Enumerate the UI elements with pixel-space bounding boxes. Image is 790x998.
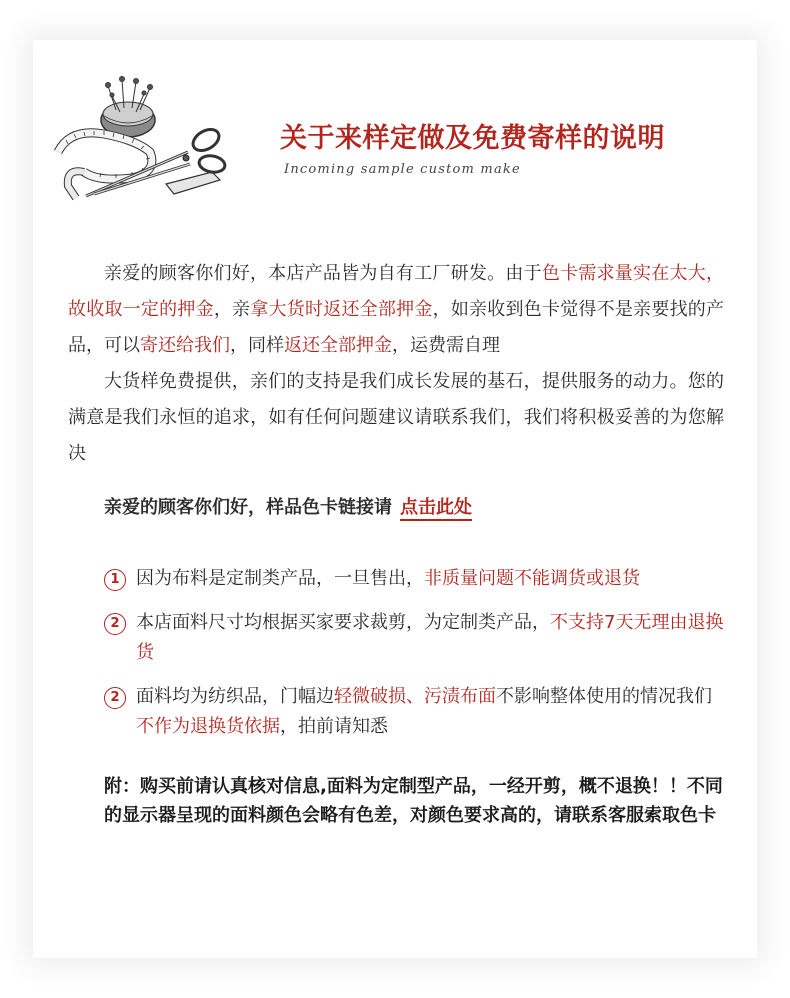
text-span: ，拍前请知悉 xyxy=(280,716,388,737)
rule-item-2 xyxy=(104,608,724,668)
text-span: 因为布料是定制类产品，一旦售出， xyxy=(136,568,424,589)
intro-paragraph-2 xyxy=(68,364,724,472)
highlight-span: 色卡需求量实在太大，故收取一定的押金 xyxy=(68,263,725,320)
highlight-span: 返还全部押金 xyxy=(284,335,392,356)
notice-text: 附：购买前请认真核对信息,面料为定制型产品，一经开剪，概不退换！！不同的显示器呈现的面料颜色会略有色差，对颜色要求高的，请联系客服索取色卡 xyxy=(104,776,723,826)
highlight-span: 轻微破损、污渍布面 xyxy=(334,686,496,707)
sewing-tools-icon xyxy=(46,68,246,208)
page-subtitle: Incoming sample custom make xyxy=(284,162,521,177)
rule-item-1 xyxy=(104,564,724,594)
click-here-link[interactable]: 点击此处 xyxy=(400,497,472,521)
text-span: 亲爱的顾客你们好，本店产品皆为自有工厂研发。由于 xyxy=(104,263,542,284)
sample-link-row xyxy=(104,490,724,526)
highlight-span: 非质量问题不能调货或退货 xyxy=(424,568,640,589)
text-span: ，如亲收到色卡觉得不是亲要找的产品，可以 xyxy=(68,299,725,356)
rule-number-badge: 1 xyxy=(104,569,126,591)
text-span: 不影响整体使用的情况我们 xyxy=(496,686,712,707)
intro-paragraph-1 xyxy=(68,256,724,364)
rule-number-badge: 2 xyxy=(104,613,126,635)
rules-list xyxy=(104,564,724,756)
highlight-span: 不作为退换货依据 xyxy=(136,716,280,737)
text-span: 本店面料尺寸均根据买家要求裁剪，为定制类产品， xyxy=(136,612,550,633)
rule-number-badge: 2 xyxy=(104,687,126,709)
text-span: ，运费需自理 xyxy=(392,335,500,356)
rule-item-3 xyxy=(104,682,724,742)
page-title: 关于来样定做及免费寄样的说明 xyxy=(280,123,665,154)
highlight-span: 寄还给我们 xyxy=(140,335,230,356)
text-span: ，亲 xyxy=(213,299,251,320)
highlight-span: 不支持7天无理由退换货 xyxy=(136,612,724,663)
sample-link-text: 亲爱的顾客你们好，样品色卡链接请 xyxy=(104,497,392,518)
text-span: 大货样免费提供，亲们的支持是我们成长发展的基石，提供服务的动力。您的满意是我们永恒的追求，如有任何问题建议请联系我们，我们将积极妥善的为您解决 xyxy=(68,371,724,464)
text-span: ，同样 xyxy=(230,335,284,356)
highlight-span: 拿大货时返还全部押金 xyxy=(250,299,433,320)
text-span: 面料均为纺织品，门幅边 xyxy=(136,686,334,707)
